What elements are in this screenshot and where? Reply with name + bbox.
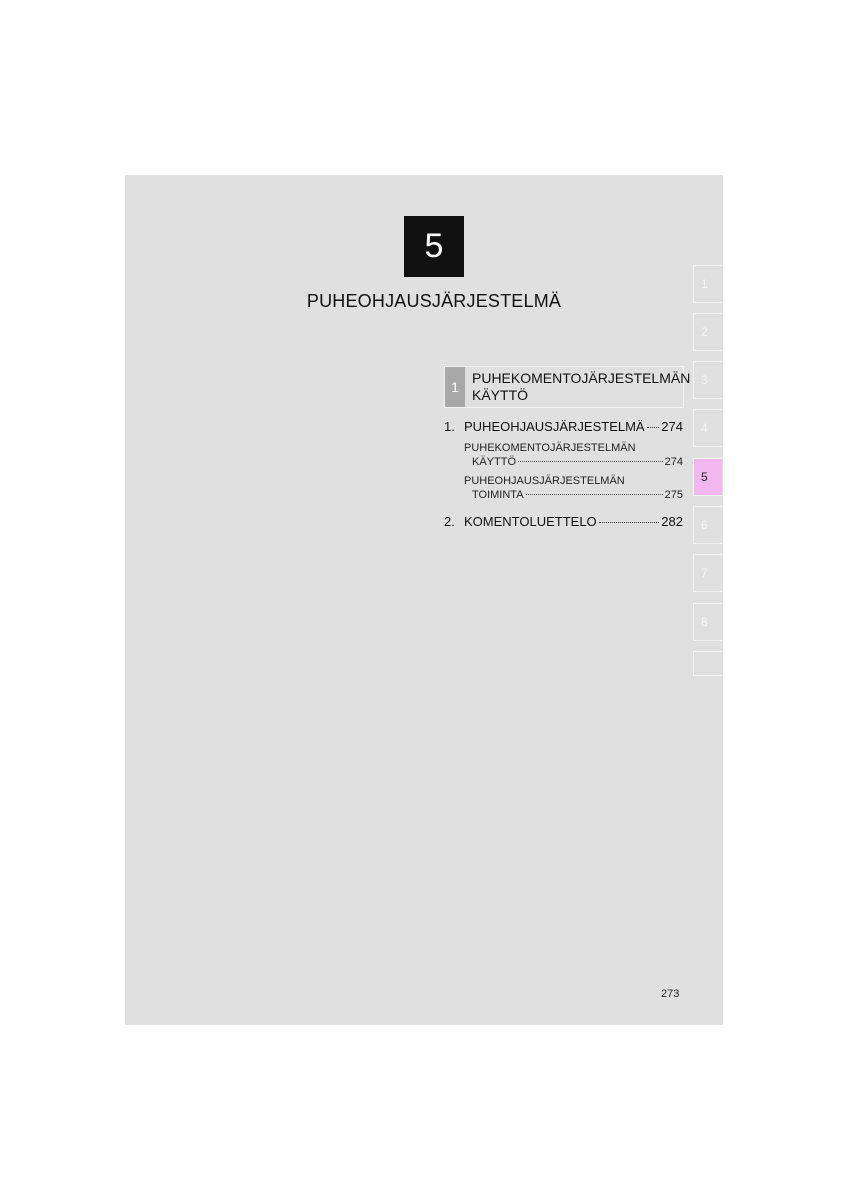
side-tab-7[interactable]: 7 — [693, 554, 722, 592]
toc-subentry-label-line1: PUHEOHJAUSJÄRJESTELMÄN — [464, 475, 625, 487]
chapter-number-box — [404, 216, 464, 277]
side-tab-8[interactable]: 8 — [693, 603, 722, 641]
toc-entry-1[interactable] — [444, 419, 683, 439]
side-tab-3[interactable]: 3 — [693, 361, 722, 399]
toc-entry-number: 1. — [444, 419, 455, 434]
toc-subentry-label-line1: PUHEKOMENTOJÄRJESTELMÄN — [464, 442, 636, 454]
toc-subentry[interactable] — [464, 474, 683, 502]
section-title: PUHEKOMENTOJÄRJESTELMÄN KÄYTTÖ — [472, 370, 691, 403]
table-of-contents — [444, 419, 683, 534]
toc-entry-page: 282 — [661, 514, 683, 529]
toc-entry-number: 2. — [444, 514, 455, 529]
side-tab-1[interactable]: 1 — [693, 265, 722, 303]
toc-subentries — [464, 441, 683, 502]
toc-subentry-page: 275 — [664, 489, 683, 501]
toc-entry-page: 274 — [661, 419, 683, 434]
side-tab-6[interactable]: 6 — [693, 506, 722, 544]
dot-leader — [599, 522, 660, 523]
toc-subentry[interactable] — [464, 441, 683, 469]
toc-entry-2[interactable] — [444, 514, 683, 534]
section-number: 1 — [445, 367, 465, 407]
side-tab-4[interactable]: 4 — [693, 409, 722, 447]
dot-leader — [526, 494, 663, 495]
side-tab-5[interactable]: 5 — [693, 458, 722, 496]
dot-leader — [647, 427, 660, 428]
page-number: 273 — [661, 988, 680, 1000]
dot-leader — [518, 461, 663, 462]
manual-page — [125, 175, 723, 1025]
toc-entry-label: PUHEOHJAUSJÄRJESTELMÄ — [464, 419, 645, 434]
side-tab-2[interactable]: 2 — [693, 313, 722, 351]
toc-subentry-label-line2: KÄYTTÖ — [472, 456, 517, 468]
toc-subentry-page: 274 — [664, 456, 683, 468]
toc-subentry-label-line2: TOIMINTA — [472, 489, 524, 501]
toc-entry-label: KOMENTOLUETTELO — [464, 514, 597, 529]
side-tab-blank[interactable] — [693, 651, 722, 676]
chapter-number: 5 — [424, 227, 444, 265]
chapter-title: PUHEOHJAUSJÄRJESTELMÄ — [306, 291, 562, 311]
section-header — [444, 366, 691, 408]
